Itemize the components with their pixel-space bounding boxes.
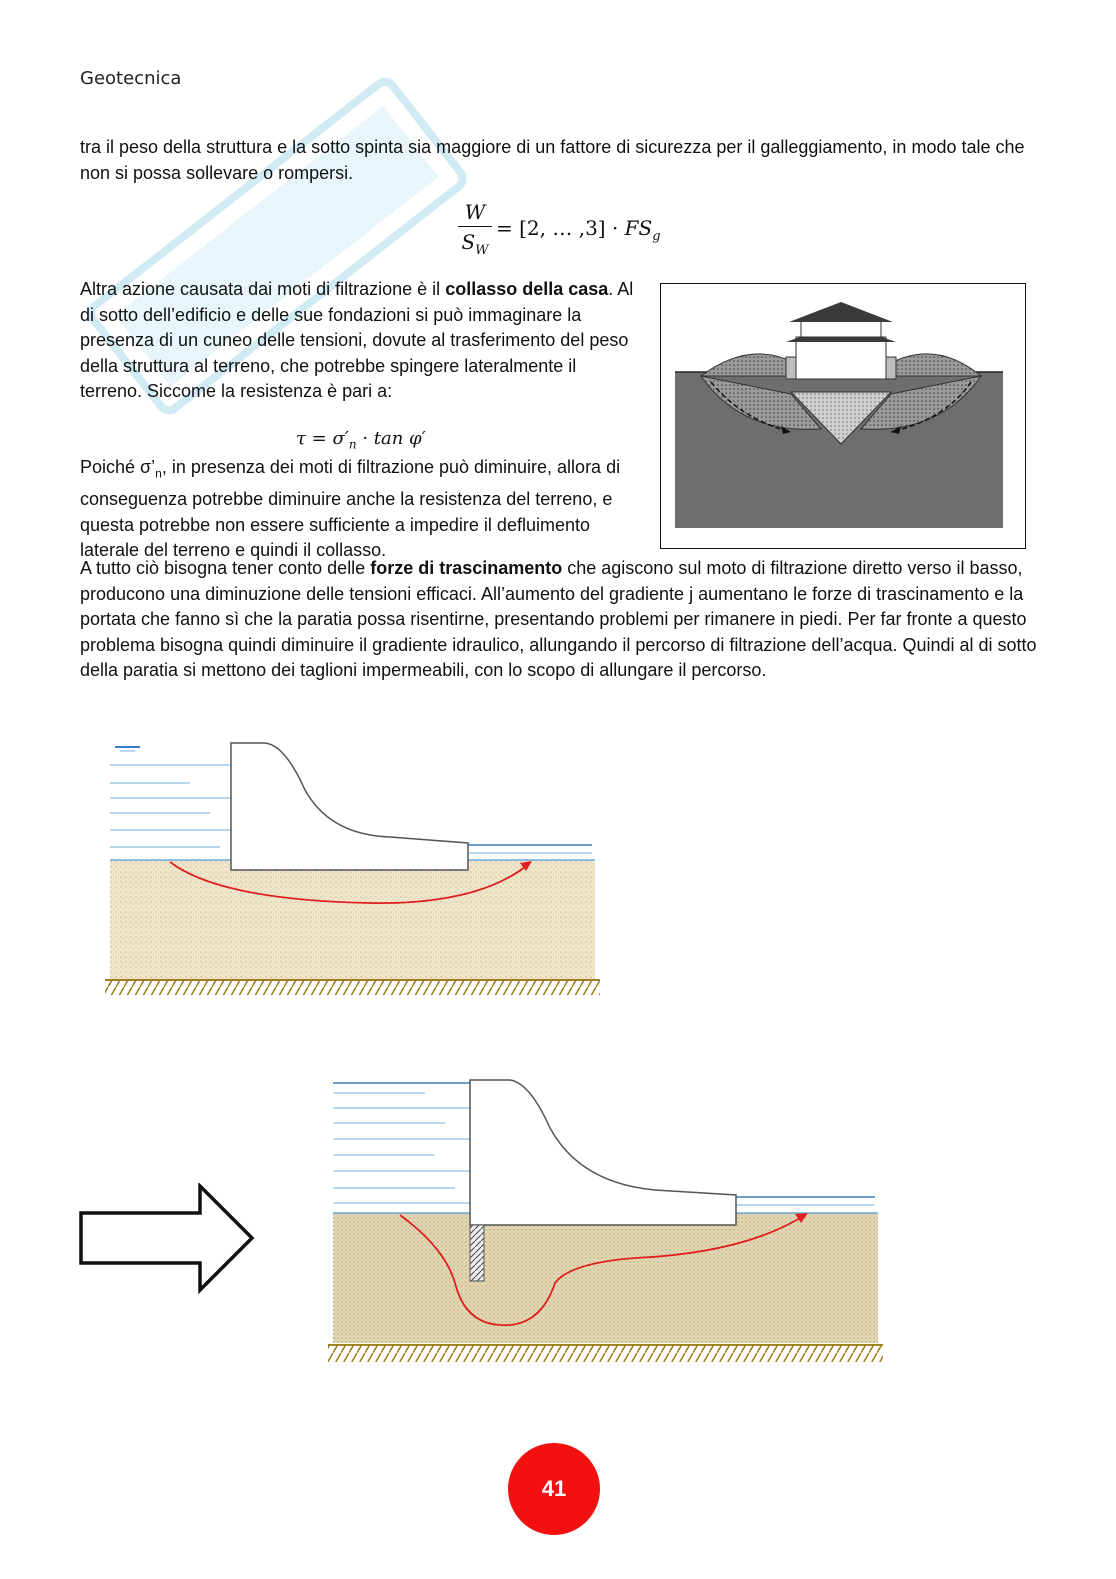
page-number-badge: 41 (508, 1443, 600, 1535)
formula-weight-ratio (440, 198, 700, 264)
paragraph-3 (80, 455, 645, 564)
formula-denominator: S (461, 230, 476, 254)
paragraph-4-text-a: A tutto ciò bisogna tener conto delle (80, 558, 371, 578)
paragraph-4-bold: forze di trascinamento (370, 558, 563, 578)
formula-shear-strength (296, 428, 426, 452)
paragraph-3-text-b: , in presenza dei moti di filtrazione può diminuire, allora di conseguenza potrebbe diminuire anche la resistenza del terreno, e questa potrebbe non essere sufficiente a impedire il defluimento laterale del terreno e quindi il collasso. (80, 457, 621, 561)
formula-tau-rest: · tan φ′ (356, 428, 426, 449)
page-header: Geotecnica (80, 68, 182, 89)
formula-rhs-sub: g (652, 229, 661, 244)
paragraph-4-text-b: che agiscono sul moto di filtrazione diretto verso il basso, producono una diminuzione delle tensioni efficaci. All’aumento del gradiente j aumentano le forze di trascinamento e la portata che fanno sì che la paratia possa risentirne, presentando problemi per rimanere in piedi. Per far fronte a questo problema bisogna quindi diminuire il gradiente idraulico, allungando il percorso di filtrazione dell’acqua. Quindi al di sotto della paratia si mettono dei taglioni impermeabili, con lo scopo di allungare il percorso. (80, 558, 1037, 680)
formula-rhs: = [2, … ,3] · (496, 216, 625, 240)
house-collapse-figure (660, 283, 1026, 549)
paragraph-2-text-a: Altra azione causata dai moti di filtrazione è il (80, 279, 446, 299)
paragraph-1: tra il peso della struttura e la sotto spinta sia maggiore di un fattore di sicurezza per il galleggiamento, in modo tale che non si possa sollevare o rompersi. (80, 137, 1025, 183)
dam-seepage-figure-1 (100, 735, 605, 1005)
paragraph-3-text-a: Poiché σ’ (80, 457, 156, 477)
paragraph-4 (80, 556, 1040, 684)
arrow-right-icon (78, 1183, 258, 1295)
formula-rhs-symbol: FS (624, 216, 653, 240)
paragraph-2 (80, 277, 640, 405)
dam-seepage-figure-2 (325, 1073, 885, 1373)
paragraph-2-bold: collasso della casa (445, 279, 609, 299)
formula-denominator-sub: W (475, 243, 489, 258)
paragraph-3-sub: n (155, 466, 162, 481)
paragraph-2-text-b: . Al di sotto dell’edificio e delle sue fondazioni si può immaginare la presenza di un cuneo delle tensioni, dovute al trasferimento del peso della struttura al terreno, che potrebbe spingere lateralmente il terreno. Siccome la resistenza è pari a: (80, 279, 634, 401)
formula-tau-text: τ = σ′ (296, 428, 349, 449)
formula-tau-sub: n (348, 437, 357, 452)
house-collapse-illustration (661, 284, 1024, 547)
formula-numerator: W (464, 200, 486, 224)
